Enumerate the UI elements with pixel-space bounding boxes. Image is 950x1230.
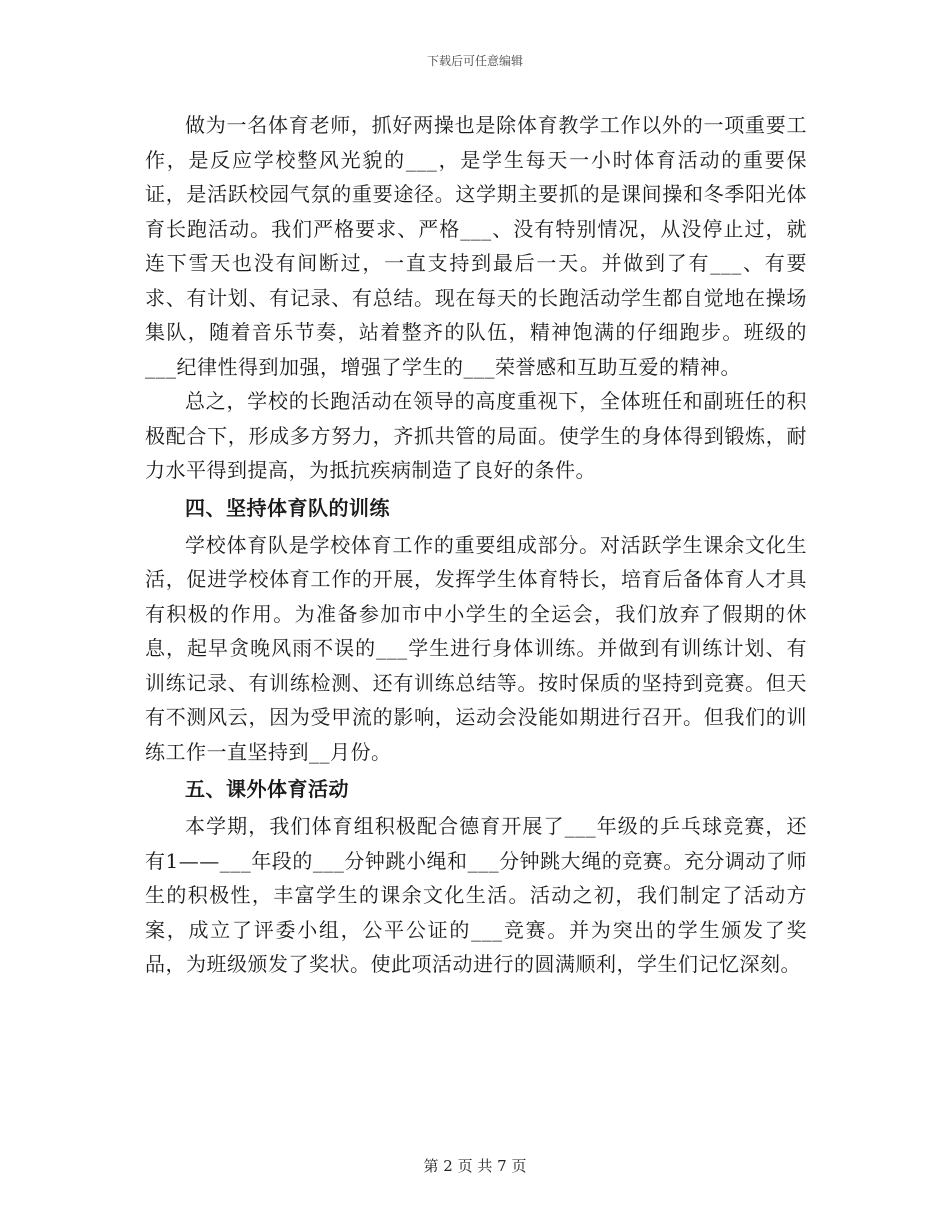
section-heading-extracurricular: 五、课外体育活动 (185, 777, 349, 801)
document-body (145, 108, 807, 982)
paragraph-extracurricular: 本学期，我们体育组积极配合德育开展了___年级的乒乓球竞赛，还有1——___年段的___分钟跳小绳和___分钟跳大绳的竞赛。充分调动了师生的积极性，丰富学生的课余文化生活。活动之初，我们制定了活动方案，成立了评委小组，公平公证的___竞赛。并为突出的学生颁发了奖品，为班级颁发了奖状。使此项活动进行的圆满顺利，学生们记忆深刻。 (145, 814, 807, 976)
paragraph-sports-team: 学校体育队是学校体育工作的重要组成部分。对活跃学生课余文化生活，促进学校体育工作的开展，发挥学生体育特长，培育后备体育人才具有积极的作用。为准备参加市中小学生的全运会，我们放弃了假期的休息，起早贪晚风雨不误的___学生进行身体训练。并做到有训练计划、有训练记录、有训练检测、还有训练总结等。按时保质的坚持到竞赛。但天有不测风云，因为受甲流的影响，运动会没能如期进行召开。但我们的训练工作一直坚持到__月份。 (145, 532, 807, 764)
page-header: 下载后可任意编辑 (426, 54, 523, 68)
page-number: 第 2 页 共 7 页 (423, 1157, 527, 1175)
section-heading-sports-team: 四、坚持体育队的训练 (185, 495, 390, 520)
paragraph-exercises: 做为一名体育老师，抓好两操也是除体育教学工作以外的一项重要工作，是反应学校整风光貌的___，是学生每天一小时体育活动的重要保证，是活跃校园气氛的重要途径。这学期主要抓的是课间操和冬季阳光体育长跑活动。我们严格要求、严格___、没有特别情况，从没停止过，就连下雪天也没有间断过，一直支持到最后一天。并做到了有___、有要求、有计划、有记录、有总结。现在每天的长跑活动学生都自觉地在操场集队，随着音乐节奏，站着整齐的队伍，精神饱满的仔细跑步。班级的___纪律性得到加强，增强了学生的___荣誉感和互助互爱的精神。 (145, 113, 807, 379)
paragraph-summary: 总之，学校的长跑活动在领导的高度重视下，全体班任和副班任的积极配合下，形成多方努力，齐抓共管的局面。使学生的身体得到锻炼，耐力水平得到提高，为抵抗疾病制造了良好的条件。 (145, 389, 807, 482)
